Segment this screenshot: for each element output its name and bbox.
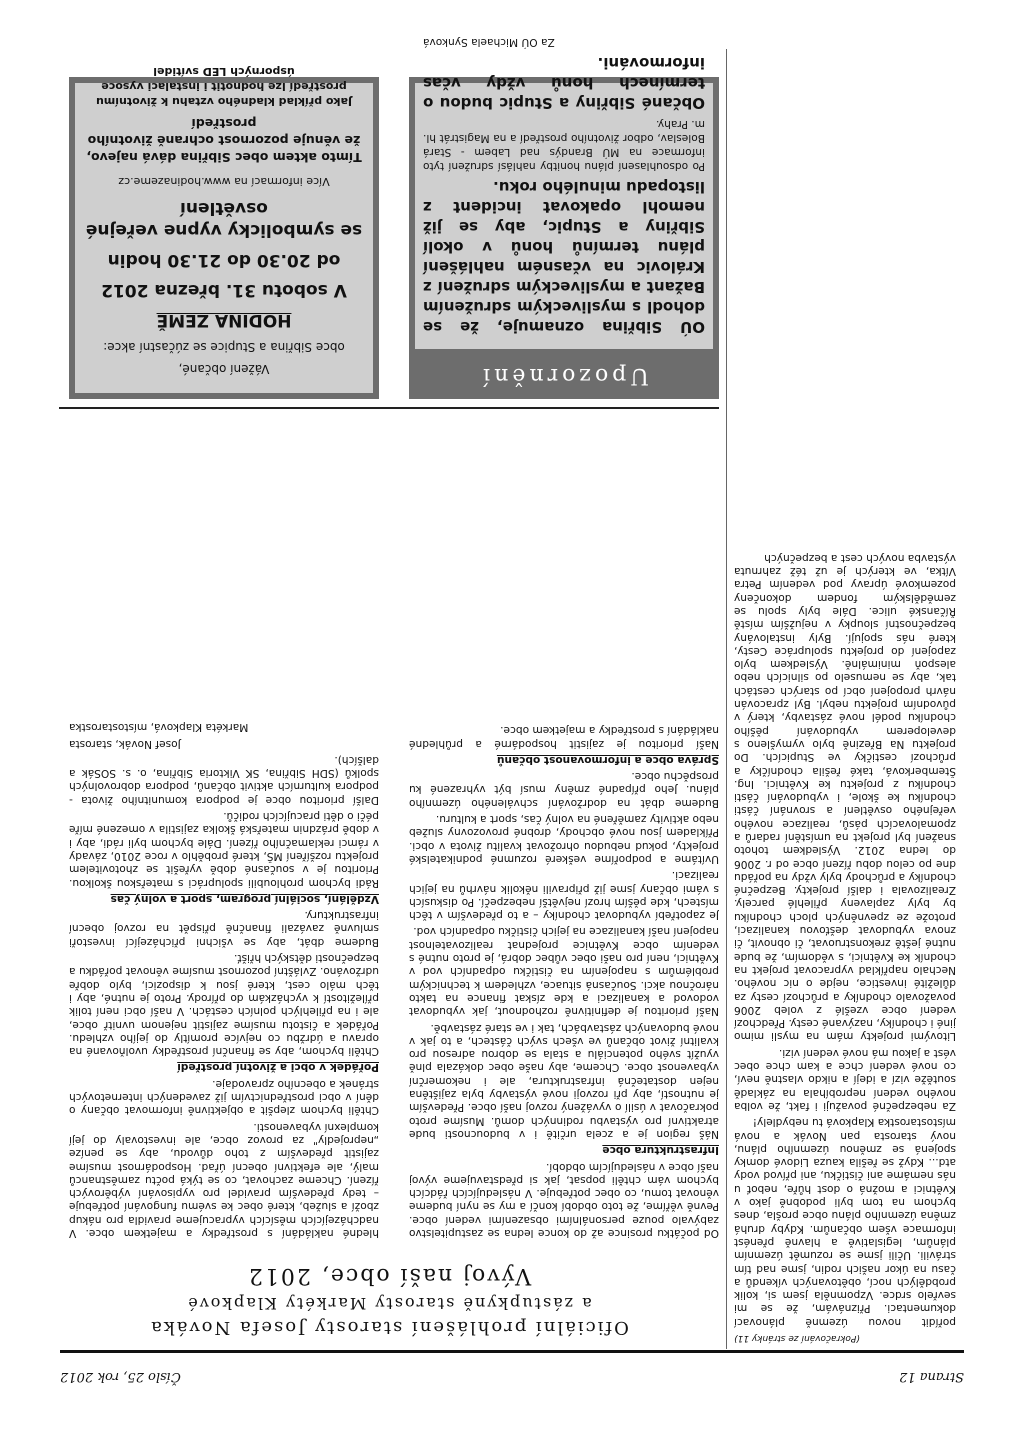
earth-hour-led-note: Jako příklad kladného vztahu k životnímu prostředí lze hodnotit i instalaci vysoce úsporných LED svítidel [95, 65, 353, 108]
article-paragraph: Naší prioritou je zajistit hospodárné a průhledné nakládání s prostředky a majetkem obce. [409, 724, 719, 750]
earth-hour-closing: Tímto aktem obec Sibřina dává najevo, že věnuje pozornost ochraně životního prostředí [86, 116, 362, 165]
signature-mistostarostka: Markéta Klapková, místostarostka [69, 721, 249, 734]
article-paragraph: Naší prioritou je definitivně rozhodnout, jak vybudovat vodovod a kanalizaci a kde získat finance na takto náročnou akci. Současná situace, vzhledem k technickým problémům s napojením na čističku odpadních vod v Květnici, není pro naši obec vůbec dobrá, je proto nutné s vedením obce Květnice projednat realizovatelnost napojení naší kanalizace na jejich čističku odpadních vod. [409, 925, 719, 1018]
article-subheading: Infrastruktura obce [602, 1144, 719, 1157]
notice-bold-text: OÚ Sibřina oznamuje, že se dohodl s mysliveckým sdružením Bažant a mysliveckým sdružení z Královic na včasném nahlášení plánu termínů honů v okolí Sibřiny a Stupic, aby se již nemohl opakovat incident z listopadu minulého roku. [423, 178, 705, 336]
article-title-line2: a zástupkyně starosty Markéty Klapkové [186, 1294, 592, 1313]
article-subheading: Pořádek v obci a životní prostředí [177, 1061, 379, 1074]
notice-body: Po odsouhlasení plánu honitby nahlásí sdružení tyto informace na MÚ Brandýs nad Labem - Stará Boleslav, odbor životního prostředí a na Magistrát hl. m. Prahy. [423, 118, 705, 172]
article-paragraph: Chtěli bychom, aby se finanční prostředky uvolňované na opravu a údržbu co nejvíce promítly do jejího vzhledu. Pořádek a čistotu musíme zajistit nejenom uvnitř obce, ale i na přilehlých polních cestách. V naší obci není tolik příležitostí k vycházkám do přírody. Proto je nutné, aby i těch málo cest, které jsou k dispozici, bylo dobře udržováno. Zvláštní pozornost musíme věnovat pořádku a bezpečnosti dětských hřišť. [69, 952, 379, 1058]
earth-hour-content [75, 65, 373, 393]
earth-hour-greeting: Vážení občané, [178, 362, 270, 376]
earth-hour-more-info: Více informací na www.hodinazeme.cz [118, 175, 330, 188]
right-section [59, 36, 719, 1349]
header-rule [60, 1350, 964, 1353]
column-divider [726, 49, 727, 1349]
page-header [60, 1354, 964, 1384]
notice-heading: Upozornění [479, 363, 649, 388]
section-rule [59, 407, 719, 409]
article-paragraph: Budeme dbát na dodržování schváleného územního plánu. Jeho případné změny musí být vyhrazené ku prospěchu obce. [409, 770, 719, 809]
continuation-note: (Pokračování ze stránky 11) [734, 1333, 860, 1343]
signature-starosta: Josef Novák, starosta [69, 737, 181, 750]
article-subheading: Správa obce a informovanost občanů [496, 753, 719, 766]
article-column-3 [69, 419, 379, 1239]
notice-box [409, 36, 719, 399]
earth-hour-intro: obce Sibřina a Stupice se zúčastní akce: [103, 340, 345, 354]
article-subheading: Vzdělání, sociální program, sport a volný čas [110, 892, 379, 905]
issue-number: Číslo 25, rok 2012 [60, 1369, 181, 1384]
left-paragraph: Litovými projekty mám na mysli mimo jiné i chodníky, nazývané cesty. Předchozí vedení obce vzešlé z voleb 2006 považovalo chodníky a průchozí cesty za důležité investice, nejde o nic nového. Nechalo například vypracovat projekt na chodník ke Květnici, s vědomím, že bude nutné ještě zrekonstruovat, či obnovit, či znova vybudovat dešťovou kanalizaci, protože ze zpevněných ploch chodníku by byly zaplaveny přilehlé parcely. Zrealizovala i další projekty. Bezpečné chodníky a průchody byly vždy na pořádu dne po celou dobu řízení obce od r. 2006 do ledna 2012. Výsledkem tohoto snažení byl projekt na umístění radarů a zpomalovacích pásů, realizace nového veřejného osvětlení a srovnání části chodníku ke škole, i vybudování části chodníku z projektu ke Květnici. Ing. Štemberková, také řešila chodníčky a průchozí cestičky ve Stupicích. Do projektu Na Březině bylo vymyšleno s developerem vybudování pěšího chodníku podél nové zástavby, který v původním projektu nebyl. Byl zpracován návrh propojení obcí po starých cestách tak, aby se nemuselo po silnicích nebo alespoň minimálně. Výsledkem bylo zapojení do projektu spolupráce Cesty, které nás spojují. Byly instalovány bezpečnostní sloupky v nejužším místě Říčanské ulice. Dále byly spolu se zemědělským fondem dokončeny pozemkové úpravy pod vedením Petra Vítka, ve kterých je už též zahrnuta výstavba nových cest a bezpečných [734, 551, 956, 1043]
earth-hour-time: od 20.30 do 21.30 hodin [107, 250, 341, 270]
article-title-line3: Vývoj naší obce, 2012 [246, 1263, 532, 1288]
article-paragraph: Budeme dbát, aby se všichni přicházející investoři smluvně zavázali finančně přispět na rozvoj obecní infrastruktury. [69, 909, 379, 948]
left-paragraph: Za nebezpečné považuji i fakt, že volba nového vedení neprobíhala na základě soutěže vizí a idejí a nikdo vlastně neví, co nové vedení chce a kam chce obec vést a jakou má nové vedení vizi. [734, 1046, 956, 1112]
article-paragraph: Je zapotřebí vybudovat chodníky – a to především v těch místech, kde pěším hrozí největší nebezpečí. Po diskusích s vámi občany jsme již připravili několik návrhů na jejich realizaci. [409, 869, 719, 922]
notice-signature: Za OÚ Michaela Synková [423, 36, 555, 48]
earth-hour-event: HODINA ZEMĚ [156, 310, 292, 330]
article-paragraph: Další prioritou obce je podpora komunitního života - podpora kulturních aktivit občanů, podpora dobrovolných spolků (SDH Sibřina, SK Viktoria Sibřina, o. s. SOSák a dalších). [69, 753, 379, 806]
article-paragraph: Uvítáme a podpoříme veškeré rozumné podnikatelské projekty, pokud nebudou ohrožovat kvalitu života v obci. Příkladem jsou nové obchody, drobné provozovny služeb nebo aktivity zaměřené na volný čas, sport a kulturu. [409, 813, 719, 865]
earth-hour-box [69, 65, 379, 399]
left-column [734, 44, 956, 1344]
article-paragraph: Náš region je a zcela určitě i v budoucnosti bude atraktivní pro výstavbu rodinných domů. Musíme proto pokračovat v úsilí o vyvážený rozvoj naší obce. Především je nutností, aby při rozvoji nové výstavby byla zajištěna nejen dostatečná infrastruktura, ale i nekomerční vybavenost obce. Chceme, aby naše obec dokázala plně využít svého potenciálu a stala se dobrou adresou pro kvalitní život občanů ve všech svých částech, a to jak v nové budovaných zástavbách, tak i ve staré zástavbě. [409, 1021, 719, 1140]
notice-content [415, 36, 713, 349]
article-paragraph: Od počátku prosince až do konce ledna se zastupitelstvo zabývalo pouze personálními obsazeními vedení obce. Pevně věříme, že toto období končí a my se nyní budeme věnovat tomu, co obec potřebuje. V následujících řádcích bychom vám chtěli popsat, jak si představujeme vývoj naší obce v následujícím období. [409, 1160, 719, 1239]
article-paragraph: Rádi bychom prohloubili spolupráci s mateřskou školkou. Prioritou je v současné době vyřešit se zhotovitelem projektu rozšíření MŠ, které proběhlo v roce 2010, závady v rámci reklamačního řízení. Dále bychom byli rádi, aby i v době prázdnin mateřská školka zajistila v omezené míře péči o děti pracujících rodičů. [69, 810, 379, 889]
article-column-2 [409, 419, 719, 1239]
notice-bold-text-2: Občané Sibřiny a Stupic budou o termínech honů vždy včas informováni. [423, 54, 705, 112]
page-number: Strana 12 [899, 1369, 964, 1384]
earth-hour-action: se symbolicky vypne veřejné osvětlení [85, 198, 363, 240]
left-paragraph: pořídit novou územně plánovací dokumentaci. Přiznávám, že se mi sevřelo srdce. Vzpomněla jsem si, kolik probdělých nocí, obětovaných víkendů a času na úkor našich rodin, jsme nad tím strávili. Učili jsme se rozumět územním plánům, legislativě a hlavně přenést informace všem občanům. Kdyby druhá změna územního plánu obce prošla, dnes bychom na tom byli podobně jako v Květnici a možná o dost hůře, neboť u nás nemáme ani čističku, ani přívod vody atd... Když se řešila kauza Lidové domky spojená se změnou územního plánu, nový starosta pan Novák a nová místostarostka Klapková tu nebydlely! [734, 1116, 956, 1328]
earth-hour-date: V sobotu 31. března 2012 [101, 280, 347, 300]
article-paragraph: Chtěli bychom zlepšit a objektivně informovat občany o dění v obci prostřednictvím již zavedených internetových stránek a obecního zpravodaje. [69, 1077, 379, 1117]
article-title-line1: Oficiální prohlášení starosty Josefa Nováka [149, 1317, 629, 1338]
article-paragraph: hledné nakládání s prostředky a majetkem obce. V nadcházejících měsících vypracujeme pravidla pro nákup zboží a služeb, které obec ke svému fungování potřebuje – tedy především pravidel pro vypisování výběrových řízení. Chceme zachovat, co se týká počtu zaměstnanců malý, ale efektivní obecní úřad. Hospodárnost musíme zajistit především z toho důvodu, aby se peníze „neprojedly" za provoz obce, ale investovaly do její komplexní vybavenosti. [69, 1120, 379, 1239]
